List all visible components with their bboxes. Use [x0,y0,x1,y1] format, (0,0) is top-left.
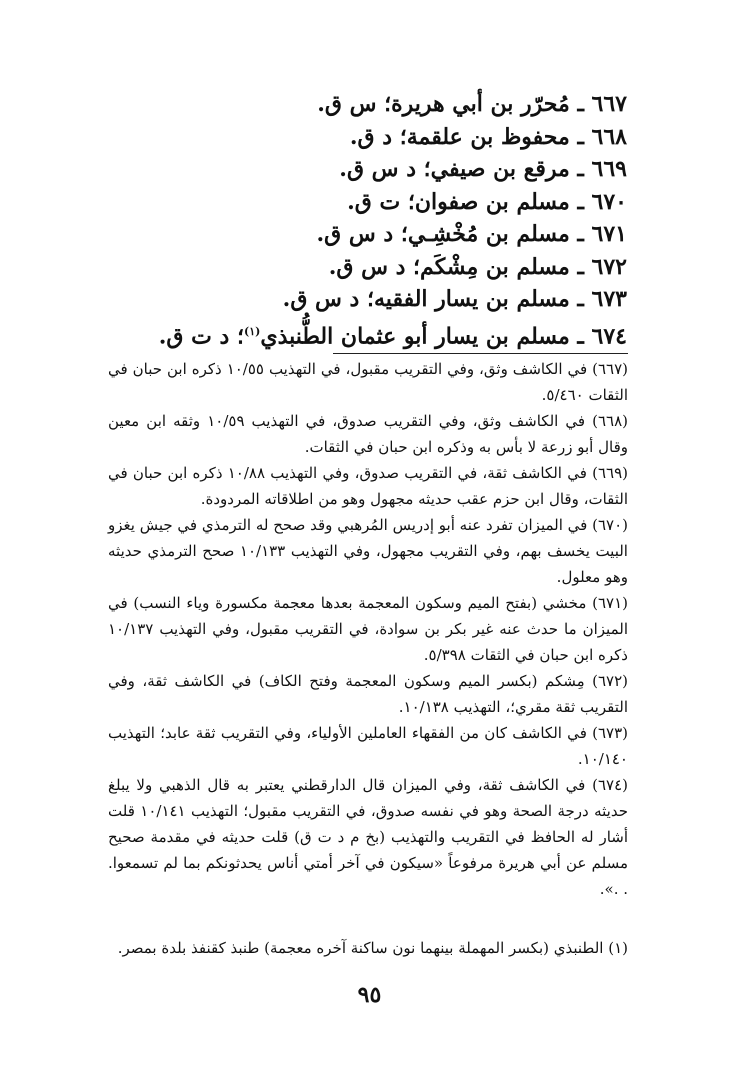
commentary-note: (٦٧١) مخشي (بفتح الميم وسكون المعجمة بعدها معجمة مكسورة وياء النسب) في الميزان ما حدث عنه غير بكر بن سوادة، في التقريب مقبول، وفي التهذيب ١٠/١٣٧ ذكره ابن حبان في الثقات ٥/٣٩٨. [108,594,628,664]
narrator-entry: ٦٧٣ ـ مسلم بن يسار الفقيه؛ د س ق. [282,286,627,312]
notes-separator-rule [333,353,628,354]
footnote-ref: (١) [243,324,261,338]
narrator-entry: ٦٧١ ـ مسلم بن مُخْشِـي؛ د س ق. [316,221,627,247]
page-number: ٩٥ [357,982,382,1008]
narrator-entry: ٦٧٠ ـ مسلم بن صفوان؛ ت ق. [347,188,627,215]
narrator-entry: ٦٧٢ ـ مسلم بن مِشْكَم؛ د س ق. [328,253,627,280]
commentary-note: (٦٦٩) في الكاشف ثقة، في التقريب صدوق، وفي التهذيب ١٠/٨٨ ذكره ابن حبان في الثقات، وقال ابن حزم عقب حديثه مجهول وهو من اطلاقاته المردودة. [108,464,628,508]
commentary-note: (٦٦٧) في الكاشف وثق، وفي التقريب مقبول، في التهذيب ١٠/٥٥ ذكره ابن حبان في الثقات ٥/٤٦٠. [108,360,628,404]
commentary-notes [108,356,628,902]
commentary-note: (٦٧٢) مِشكم (بكسر الميم وسكون المعجمة وفتح الكاف) في الكاشف ثقة، وفي التقريب ثقة مقري؛، التهذيب ١٠/١٣٨. [108,672,628,716]
narrator-entry-text: ٦٧٤ ـ مسلم بن يسار أبو عثمان الطُّنبذي [260,322,627,349]
commentary-note: (٦٧٠) في الميزان تفرد عنه أبو إدريس المُرهبي وقد صحح له الترمذي في جيش يغزو البيت يخسف بهم، وفي التقريب مجهول، وفي التهذيب ١٠/١٣٣ صحح الترمذي حديثه وهو معلول. [108,516,628,586]
commentary-note: (٦٧٣) في الكاشف كان من الفقهاء العاملين الأولياء، وفي التقريب ثقة عابد؛ التهذيب ١٠/١٤٠. [108,724,628,768]
narrator-entries [107,88,627,348]
commentary-note: (٦٧٤) في الكاشف ثقة، وفي الميزان قال الدارقطني يعتبر به قال الذهبي ولا يبلغ حديثه درجة الصحة وهو في نفسه صدوق، في التقريب مقبول؛ التهذيب ١٠/١٤١ قلت أشار له الحافظ في التقريب والتهذيب (بخ م د ت ق) قلت حديثه في مقدمة صحيح مسلم عن أبي هريرة مرفوعاً «سيكون في آخر أمتي أناس يحدثونكم بما لم تسمعوا. . .». [108,776,628,898]
narrator-entry-tail: ؛ د ت ق. [158,322,244,349]
narrator-entry: ٦٦٧ ـ مُحرّر بن أبي هريرة؛ س ق. [317,91,627,117]
narrator-entry: ٦٦٨ ـ محفوظ بن علقمة؛ د ق. [349,123,627,150]
commentary-note: (٦٦٨) في الكاشف وثق، وفي التقريب صدوق، في التهذيب ١٠/٥٩ وثقه ابن معين وقال أبو زرعة لا بأس به وذكره ابن حبان في الثقات. [108,412,628,456]
narrator-entry: ٦٦٩ ـ مرقع بن صيفي؛ د س ق. [339,156,627,182]
footnote: (١) الطنبذي (بكسر المهملة بينهما نون ساكنة آخره معجمة) طنبذ كقنفذ بلدة بمصر. [117,939,628,957]
narrator-entry-last [107,316,627,349]
